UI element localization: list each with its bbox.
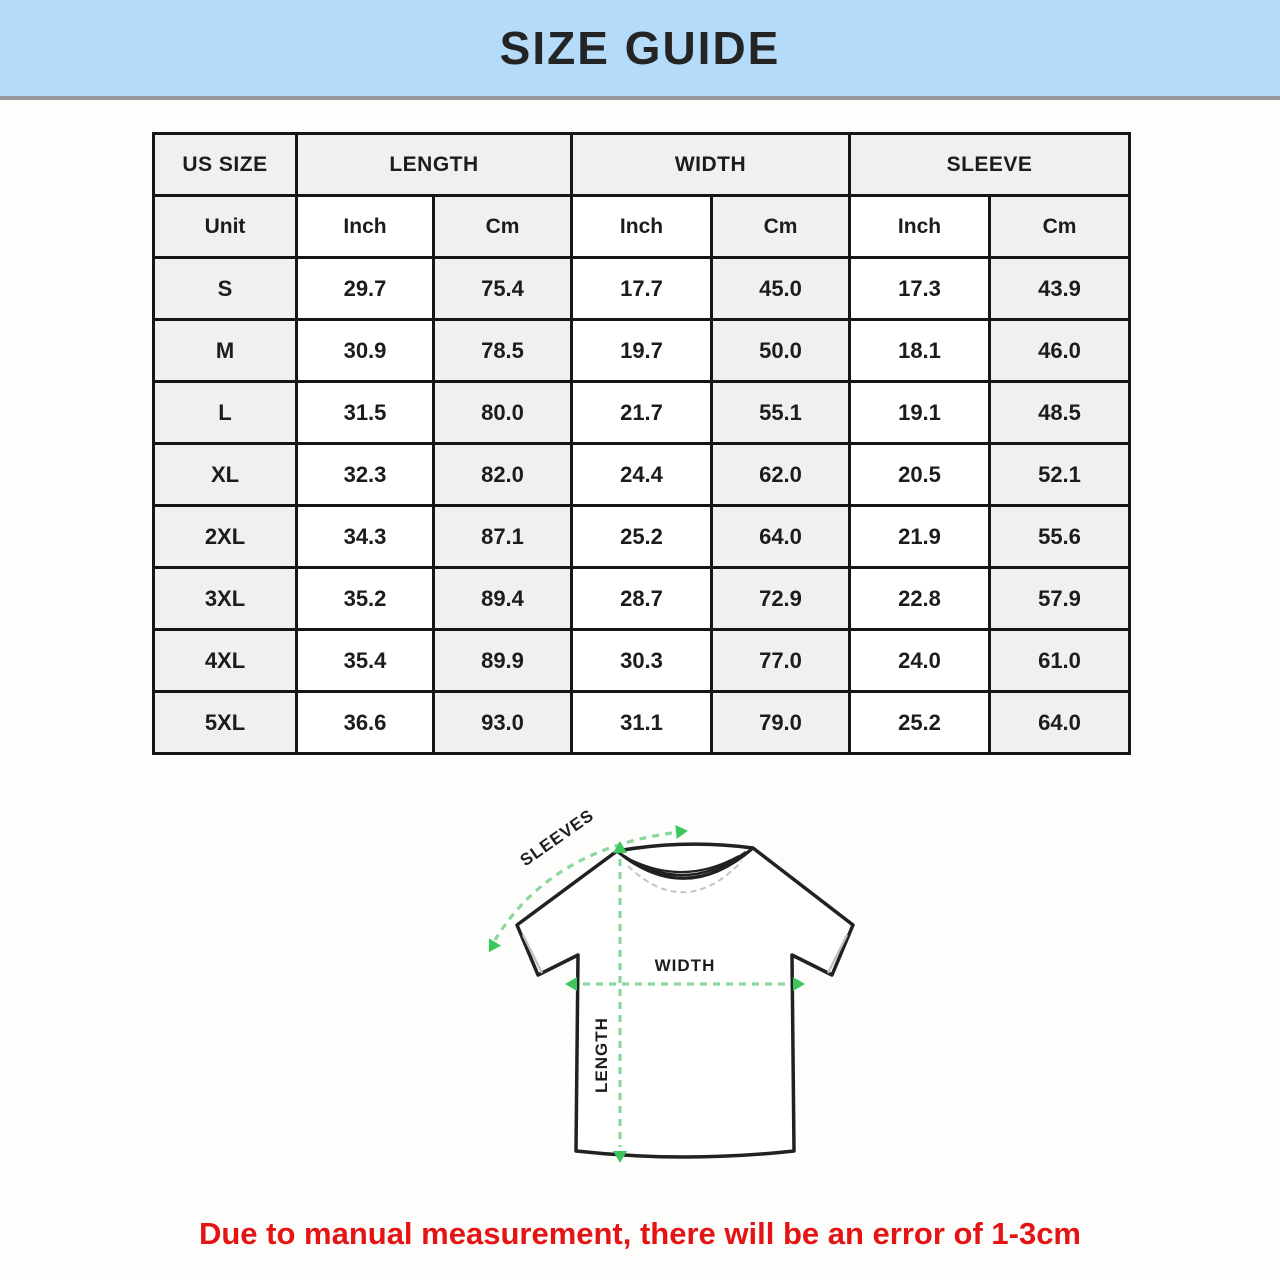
unit-header: Unit	[154, 196, 297, 258]
value-cell: 87.1	[434, 506, 572, 568]
table-row	[154, 320, 1130, 382]
unit-inch-header: Inch	[850, 196, 990, 258]
size-cell: XL	[154, 444, 297, 506]
size-cell: 3XL	[154, 568, 297, 630]
value-cell: 19.1	[850, 382, 990, 444]
table-group-header-row	[154, 134, 1130, 196]
size-cell: 5XL	[154, 692, 297, 754]
value-cell: 77.0	[712, 630, 850, 692]
unit-inch-header: Inch	[297, 196, 434, 258]
value-cell: 31.1	[572, 692, 712, 754]
value-cell: 21.9	[850, 506, 990, 568]
length-arrowhead-bottom	[613, 1151, 627, 1163]
value-cell: 72.9	[712, 568, 850, 630]
value-cell: 93.0	[434, 692, 572, 754]
value-cell: 17.7	[572, 258, 712, 320]
size-table	[152, 132, 1131, 755]
sleeves-label: SLEEVES	[516, 805, 598, 871]
table-row	[154, 568, 1130, 630]
value-cell: 34.3	[297, 506, 434, 568]
unit-inch-header: Inch	[572, 196, 712, 258]
col-group-sleeve: SLEEVE	[850, 134, 1130, 196]
value-cell: 28.7	[572, 568, 712, 630]
width-arrowhead-right	[793, 977, 805, 991]
sleeves-arrowhead-right	[675, 824, 688, 839]
unit-cm-header: Cm	[990, 196, 1130, 258]
value-cell: 52.1	[990, 444, 1130, 506]
value-cell: 31.5	[297, 382, 434, 444]
value-cell: 20.5	[850, 444, 990, 506]
col-group-length: LENGTH	[297, 134, 572, 196]
value-cell: 43.9	[990, 258, 1130, 320]
value-cell: 30.9	[297, 320, 434, 382]
value-cell: 35.4	[297, 630, 434, 692]
unit-cm-header: Cm	[434, 196, 572, 258]
value-cell: 89.9	[434, 630, 572, 692]
value-cell: 17.3	[850, 258, 990, 320]
value-cell: 64.0	[990, 692, 1130, 754]
table-row	[154, 630, 1130, 692]
table-unit-row	[154, 196, 1130, 258]
value-cell: 61.0	[990, 630, 1130, 692]
value-cell: 21.7	[572, 382, 712, 444]
value-cell: 22.8	[850, 568, 990, 630]
table-row	[154, 692, 1130, 754]
value-cell: 89.4	[434, 568, 572, 630]
value-cell: 82.0	[434, 444, 572, 506]
size-table-wrap	[152, 132, 1131, 755]
value-cell: 25.2	[850, 692, 990, 754]
value-cell: 32.3	[297, 444, 434, 506]
value-cell: 57.9	[990, 568, 1130, 630]
table-row	[154, 444, 1130, 506]
table-row	[154, 258, 1130, 320]
value-cell: 29.7	[297, 258, 434, 320]
measurement-disclaimer: Due to manual measurement, there will be an error of 1-3cm	[198, 1216, 1082, 1251]
sleeves-arrowhead-left	[483, 938, 501, 955]
size-cell: 4XL	[154, 630, 297, 692]
value-cell: 46.0	[990, 320, 1130, 382]
size-cell: 2XL	[154, 506, 297, 568]
value-cell: 36.6	[297, 692, 434, 754]
value-cell: 24.4	[572, 444, 712, 506]
tshirt-measurement-diagram	[450, 795, 890, 1190]
banner	[0, 0, 1280, 100]
value-cell: 50.0	[712, 320, 850, 382]
size-cell: M	[154, 320, 297, 382]
page-title: SIZE GUIDE	[499, 22, 781, 74]
value-cell: 55.1	[712, 382, 850, 444]
length-label: LENGTH	[592, 1017, 611, 1093]
width-label: WIDTH	[654, 956, 716, 975]
value-cell: 64.0	[712, 506, 850, 568]
value-cell: 18.1	[850, 320, 990, 382]
table-row	[154, 382, 1130, 444]
value-cell: 25.2	[572, 506, 712, 568]
value-cell: 35.2	[297, 568, 434, 630]
tshirt-outline	[517, 844, 853, 1157]
value-cell: 24.0	[850, 630, 990, 692]
value-cell: 80.0	[434, 382, 572, 444]
value-cell: 75.4	[434, 258, 572, 320]
value-cell: 79.0	[712, 692, 850, 754]
col-group-us-size: US SIZE	[154, 134, 297, 196]
size-cell: S	[154, 258, 297, 320]
value-cell: 62.0	[712, 444, 850, 506]
width-arrowhead-left	[565, 977, 577, 991]
value-cell: 45.0	[712, 258, 850, 320]
value-cell: 30.3	[572, 630, 712, 692]
table-row	[154, 506, 1130, 568]
col-group-width: WIDTH	[572, 134, 850, 196]
value-cell: 19.7	[572, 320, 712, 382]
value-cell: 48.5	[990, 382, 1130, 444]
value-cell: 55.6	[990, 506, 1130, 568]
unit-cm-header: Cm	[712, 196, 850, 258]
value-cell: 78.5	[434, 320, 572, 382]
size-cell: L	[154, 382, 297, 444]
